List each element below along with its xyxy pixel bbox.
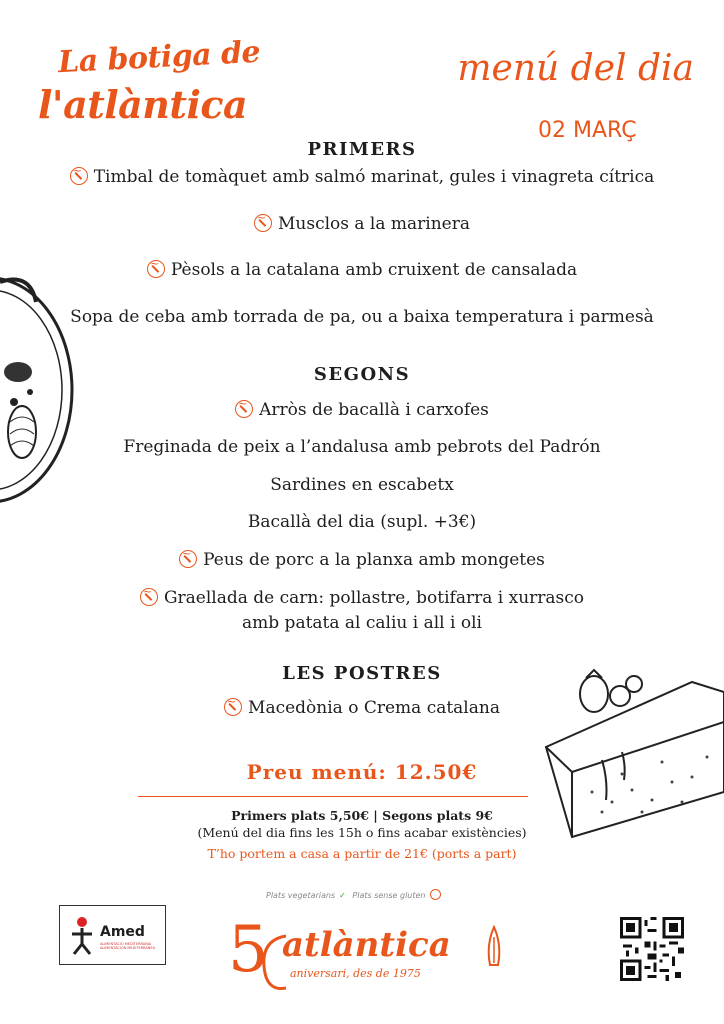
diet-legend [266,889,441,900]
gluten-free-icon [147,260,165,278]
vegetarian-icon: ✓ [339,891,346,900]
menu-item: ~Arròs de bacallà i carxofes [0,400,724,420]
gluten-free-icon [224,698,242,716]
menu-date: 02 MARÇ [538,118,637,143]
anniversary-logo-name: atlàntica [282,925,451,965]
amed-logo: Amed ALIMENTACIÓ MEDITERRÀNIA ALIMENTACIÓN MEDITERRÁNEA [59,905,166,965]
brand-name-line2: l'atlàntica [38,82,248,127]
legend-vegetarian: Plats vegetarians [266,891,336,900]
menu-price: Preu menú: 12.50€ [246,760,478,784]
divider [138,796,528,797]
gluten-free-icon [430,889,441,900]
delivery-note: T’ho portem a casa a partir de 21€ (ports a part) [207,846,517,861]
legend-gluten-free: Plats sense gluten [352,891,426,900]
gluten-free-icon [254,214,272,232]
menu-item: ~Timbal de tomàquet amb salmó marinat, gules i vinagreta cítrica [0,167,724,187]
menu-item: Freginada de peix a l’andalusa amb pebrots del Padrón [123,437,601,457]
amed-figure-icon [68,916,96,956]
menu-item: ~Graellada de carn: pollastre, botifarra i xurrasco [0,588,724,608]
qr-code[interactable] [620,915,684,983]
section-title-postres: LES POSTRES [282,663,442,684]
anniversary-tagline: aniversari, des de 1975 [290,967,421,980]
anniversary-logo-number: 5 [228,913,269,987]
gluten-free-icon [235,400,253,418]
brand-name: La botiga de [57,34,261,81]
flame-icon [484,925,504,969]
menu-item: ~Macedònia o Crema catalana [0,698,724,718]
menu-item: Sopa de ceba amb torrada de pa, ou a baixa temperatura i parmesà [70,307,654,327]
menu-conditions: (Menú del dia fins les 15h o fins acabar existències) [197,825,527,840]
menu-item: Bacallà del dia (supl. +3€) [247,512,477,532]
menu-item: Sardines en escabetx [270,475,454,495]
section-title-segons: SEGONS [313,364,411,385]
menu-item-continuation: amb patata al caliu i all i oli [242,613,482,633]
menu-item: ~Musclos a la marinera [0,214,724,234]
menu-item: ~Pèsols a la catalana amb cruixent de cansalada [0,260,724,280]
gluten-free-icon [70,167,88,185]
plate-prices: Primers plats 5,50€ | Segons plats 9€ [231,808,493,823]
gluten-free-icon [179,550,197,568]
gluten-free-icon [140,588,158,606]
menu-title: menú del dia [457,48,694,89]
section-title-primers: PRIMERS [307,139,417,160]
menu-item: ~Peus de porc a la planxa amb mongetes [0,550,724,570]
